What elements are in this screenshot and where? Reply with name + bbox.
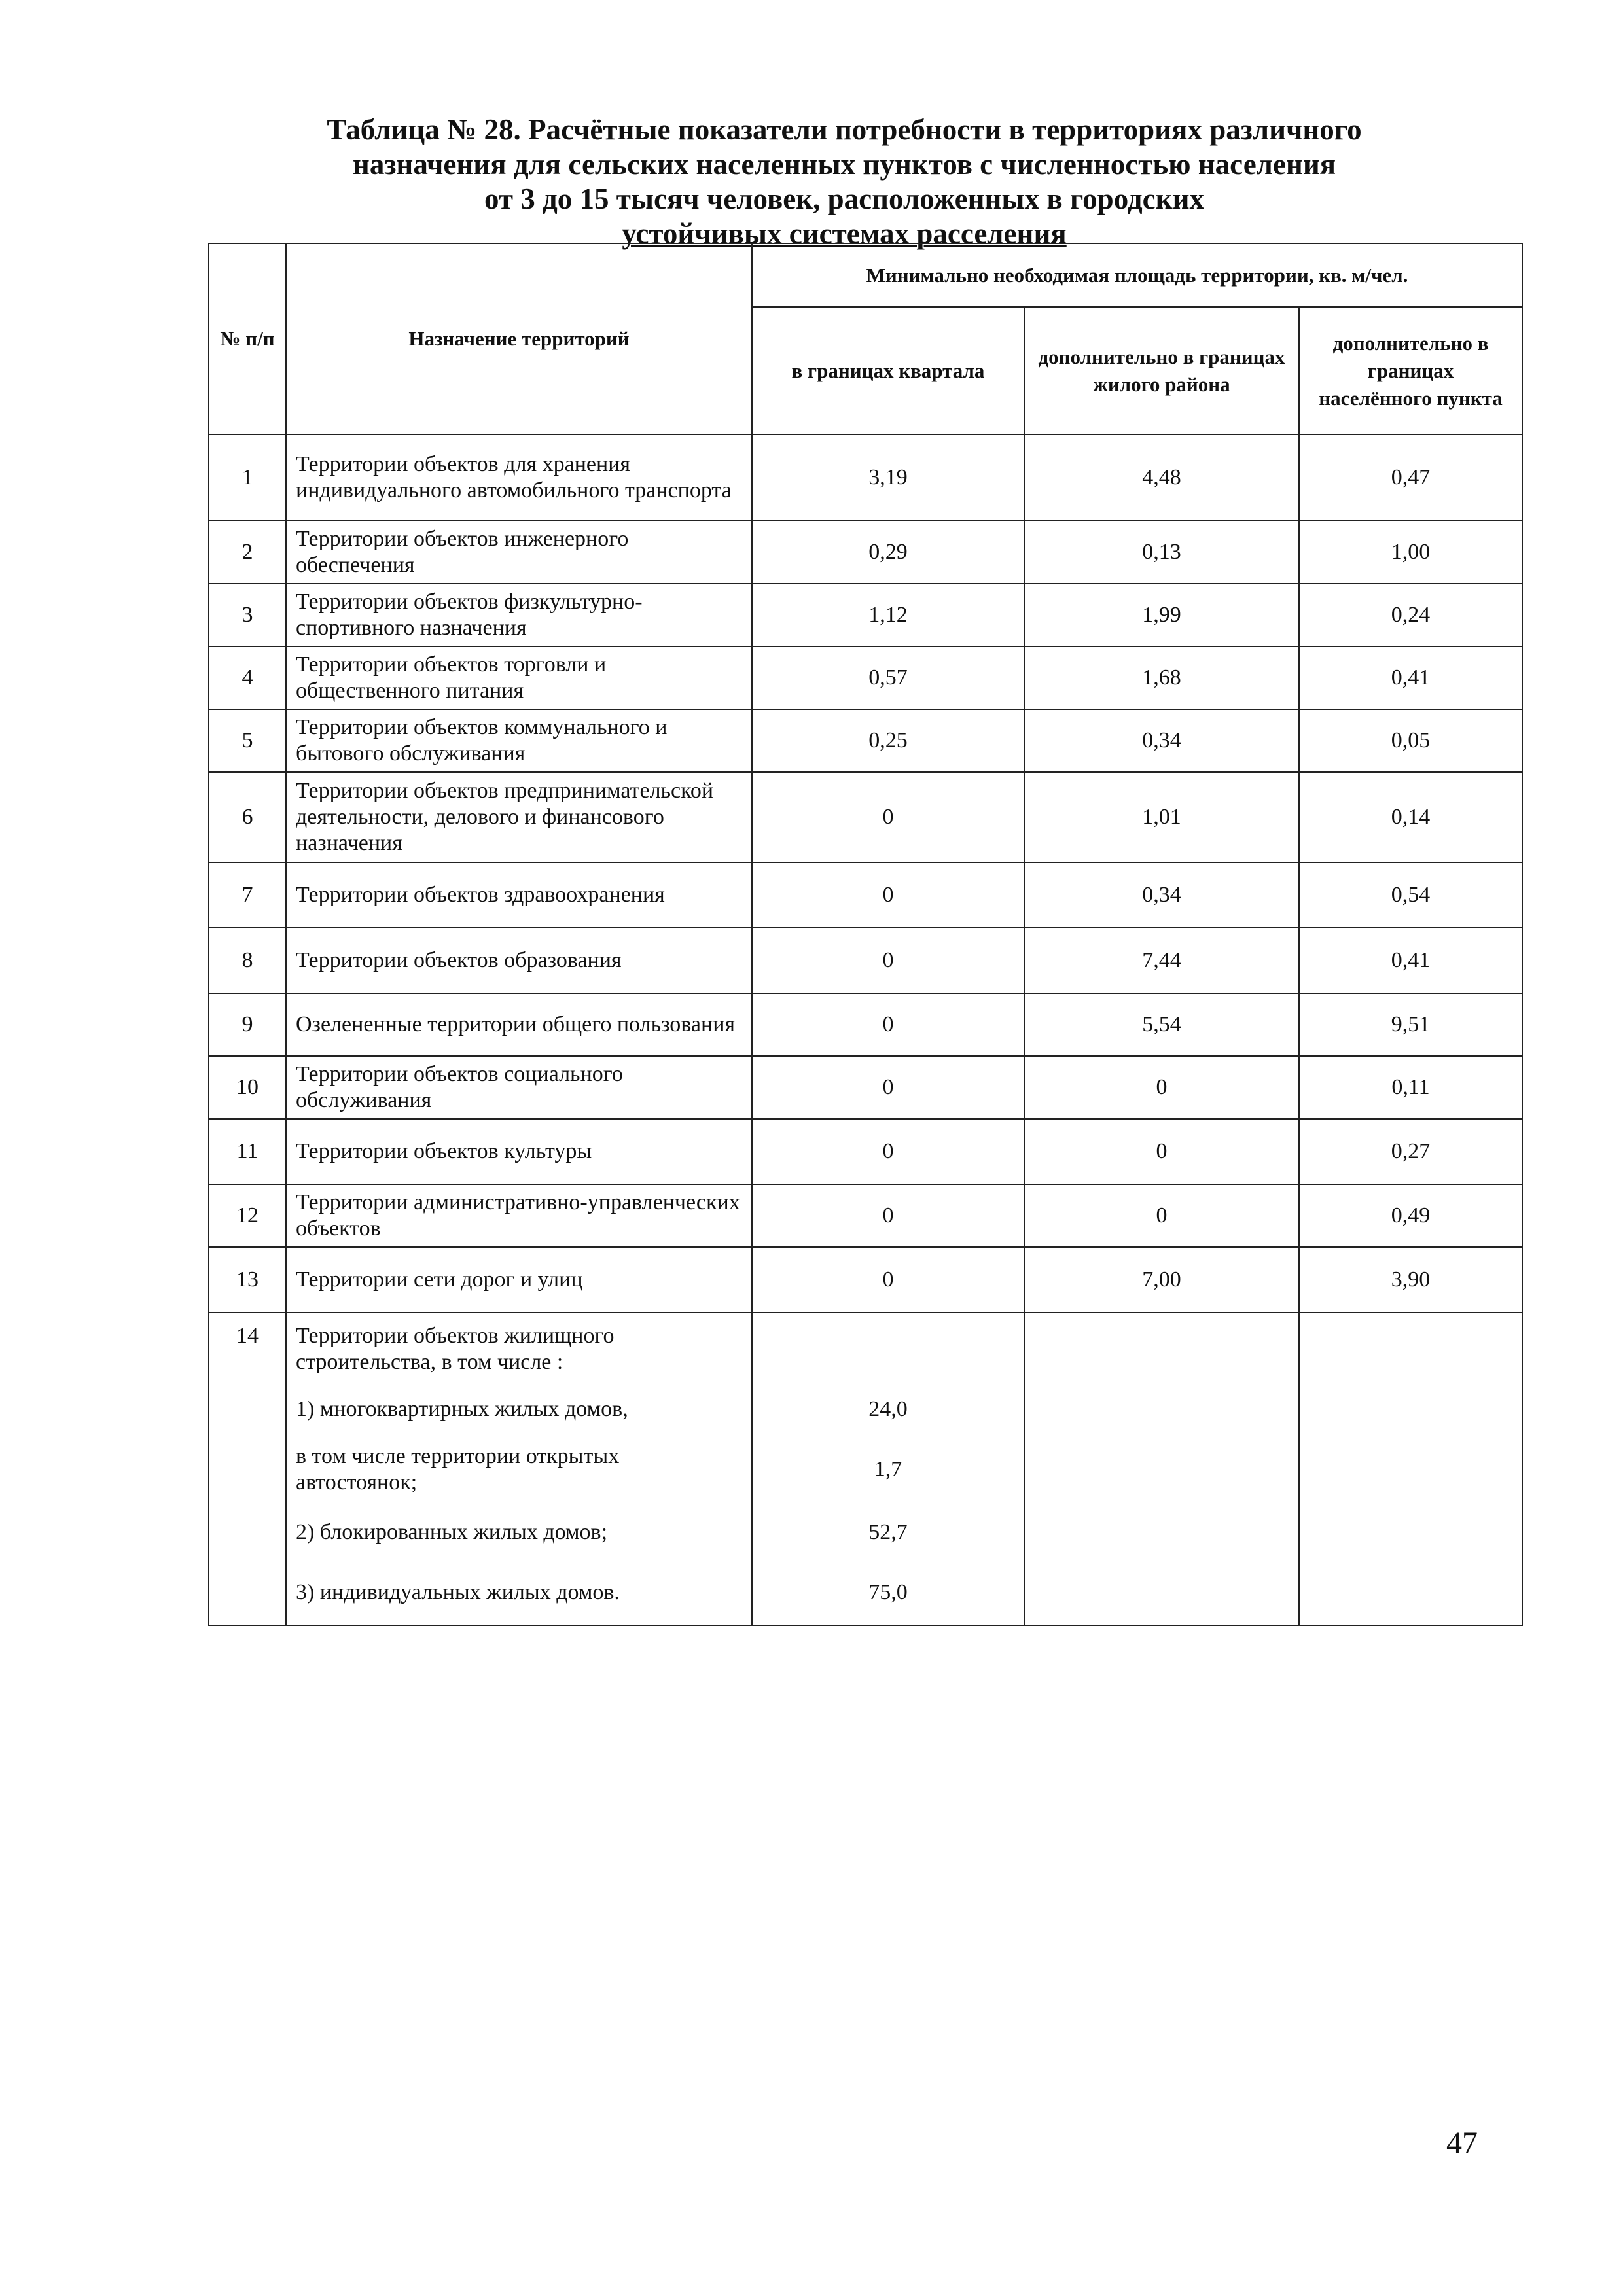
- header-purpose: Назначение территорий: [286, 243, 752, 434]
- row-purpose: Территории объектов физкультурно-спортивного назначения: [286, 584, 752, 646]
- row-value-settlement: 1,00: [1299, 521, 1522, 584]
- table-row: [209, 772, 1522, 862]
- row-value-settlement: 0,14: [1299, 772, 1522, 862]
- row-purpose: Территории объектов культуры: [286, 1119, 752, 1184]
- table-row: [209, 1184, 1522, 1247]
- row-number: 14: [209, 1313, 286, 1625]
- row-number: 9: [209, 993, 286, 1056]
- header-group: Минимально необходимая площадь территории, кв. м/чел.: [752, 243, 1522, 307]
- row-value-district: 5,54: [1024, 993, 1299, 1056]
- table-row: [209, 584, 1522, 646]
- table-row: [209, 709, 1522, 772]
- row-number: 1: [209, 434, 286, 521]
- row-value-district: 7,44: [1024, 928, 1299, 993]
- subrow-purpose: 1) многоквартирных жилых домов,: [286, 1385, 752, 1434]
- header-col-settlement: дополнительно в границах населённого пункта: [1299, 307, 1522, 434]
- table-row: [209, 646, 1522, 709]
- row-purpose: Территории объектов жилищного строительства, в том числе :: [286, 1313, 752, 1385]
- row-value-district: 0,13: [1024, 521, 1299, 584]
- page-number: 47: [1446, 2126, 1478, 2161]
- row-value-settlement: 0,41: [1299, 928, 1522, 993]
- subrow-purpose: 3) индивидуальных жилых домов.: [286, 1560, 752, 1625]
- row-value-settlement: 0,11: [1299, 1056, 1522, 1119]
- row-value-quarter: 0: [752, 1056, 1024, 1119]
- row-value-quarter: [752, 1313, 1024, 1385]
- row-number: 3: [209, 584, 286, 646]
- row-value-quarter: 0,29: [752, 521, 1024, 584]
- row-value-quarter: 3,19: [752, 434, 1024, 521]
- row-number: 8: [209, 928, 286, 993]
- requirements-table: [208, 243, 1523, 1626]
- title-line-1: Таблица № 28. Расчётные показатели потребности в территориях различного: [327, 113, 1362, 146]
- row-purpose: Территории объектов предпринимательской деятельности, делового и финансового назначения: [286, 772, 752, 862]
- row-value-district: 1,01: [1024, 772, 1299, 862]
- row-value-district: 0: [1024, 1119, 1299, 1184]
- subrow-value-quarter: 75,0: [752, 1560, 1024, 1625]
- row-value-district: 0: [1024, 1184, 1299, 1247]
- row-value-settlement: 0,05: [1299, 709, 1522, 772]
- row-number: 10: [209, 1056, 286, 1119]
- table-row: [209, 993, 1522, 1056]
- row-value-quarter: 0: [752, 1119, 1024, 1184]
- title-line-4: устойчивых системах расселения: [622, 217, 1067, 250]
- row-value-quarter: 0: [752, 1184, 1024, 1247]
- table-row: [209, 1056, 1522, 1119]
- row-value-settlement: 0,47: [1299, 434, 1522, 521]
- row-value-quarter: 0,57: [752, 646, 1024, 709]
- row-value-quarter: 0,25: [752, 709, 1024, 772]
- row-purpose: Территории объектов инженерного обеспечения: [286, 521, 752, 584]
- row-value-district: 0: [1024, 1056, 1299, 1119]
- row-purpose: Территории объектов для хранения индивидуального автомобильного транспорта: [286, 434, 752, 521]
- table-row: [209, 928, 1522, 993]
- row-number: 2: [209, 521, 286, 584]
- row-number: 11: [209, 1119, 286, 1184]
- row-number: 6: [209, 772, 286, 862]
- row-number: 12: [209, 1184, 286, 1247]
- row-number: 5: [209, 709, 286, 772]
- row-value-district: 4,48: [1024, 434, 1299, 521]
- subrow-value-quarter: 52,7: [752, 1505, 1024, 1560]
- row-value-quarter: 1,12: [752, 584, 1024, 646]
- row-value-settlement: [1299, 1313, 1522, 1625]
- table-row: [209, 1313, 1522, 1385]
- row-value-district: 1,68: [1024, 646, 1299, 709]
- row-purpose: Территории объектов торговли и общественного питания: [286, 646, 752, 709]
- row-value-quarter: 0: [752, 928, 1024, 993]
- row-value-district: 0,34: [1024, 709, 1299, 772]
- row-value-settlement: 9,51: [1299, 993, 1522, 1056]
- row-value-settlement: 0,24: [1299, 584, 1522, 646]
- row-value-quarter: 0: [752, 993, 1024, 1056]
- row-purpose: Озелененные территории общего пользования: [286, 993, 752, 1056]
- subrow-value-quarter: 1,7: [752, 1434, 1024, 1505]
- row-value-settlement: 0,41: [1299, 646, 1522, 709]
- row-value-settlement: 0,49: [1299, 1184, 1522, 1247]
- table-row: [209, 521, 1522, 584]
- table-row: [209, 434, 1522, 521]
- row-value-district: [1024, 1313, 1299, 1625]
- row-purpose: Территории объектов образования: [286, 928, 752, 993]
- table-title: [196, 113, 1492, 251]
- row-purpose: Территории объектов коммунального и бытового обслуживания: [286, 709, 752, 772]
- title-line-2: назначения для сельских населенных пунктов с численностью населения: [352, 148, 1336, 181]
- table-row: [209, 1247, 1522, 1313]
- row-value-quarter: 0: [752, 772, 1024, 862]
- row-value-district: 7,00: [1024, 1247, 1299, 1313]
- row-value-quarter: 0: [752, 1247, 1024, 1313]
- row-value-settlement: 0,54: [1299, 862, 1522, 928]
- row-value-district: 1,99: [1024, 584, 1299, 646]
- row-value-district: 0,34: [1024, 862, 1299, 928]
- row-value-quarter: 0: [752, 862, 1024, 928]
- subrow-value-quarter: 24,0: [752, 1385, 1024, 1434]
- header-col-quarter: в границах квартала: [752, 307, 1024, 434]
- table-row: [209, 1119, 1522, 1184]
- row-value-settlement: 0,27: [1299, 1119, 1522, 1184]
- row-number: 4: [209, 646, 286, 709]
- row-number: 7: [209, 862, 286, 928]
- row-value-settlement: 3,90: [1299, 1247, 1522, 1313]
- table-row: [209, 862, 1522, 928]
- row-number: 13: [209, 1247, 286, 1313]
- row-purpose: Территории объектов социального обслуживания: [286, 1056, 752, 1119]
- row-purpose: Территории объектов здравоохранения: [286, 862, 752, 928]
- title-line-3: от 3 до 15 тысяч человек, расположенных в городских: [484, 183, 1205, 215]
- subrow-purpose: 2) блокированных жилых домов;: [286, 1505, 752, 1560]
- subrow-purpose: в том числе территории открытых автостоянок;: [286, 1434, 752, 1505]
- row-purpose: Территории сети дорог и улиц: [286, 1247, 752, 1313]
- row-purpose: Территории административно-управленческих объектов: [286, 1184, 752, 1247]
- header-col-district: дополнительно в границах жилого района: [1024, 307, 1299, 434]
- header-num: № п/п: [209, 243, 286, 434]
